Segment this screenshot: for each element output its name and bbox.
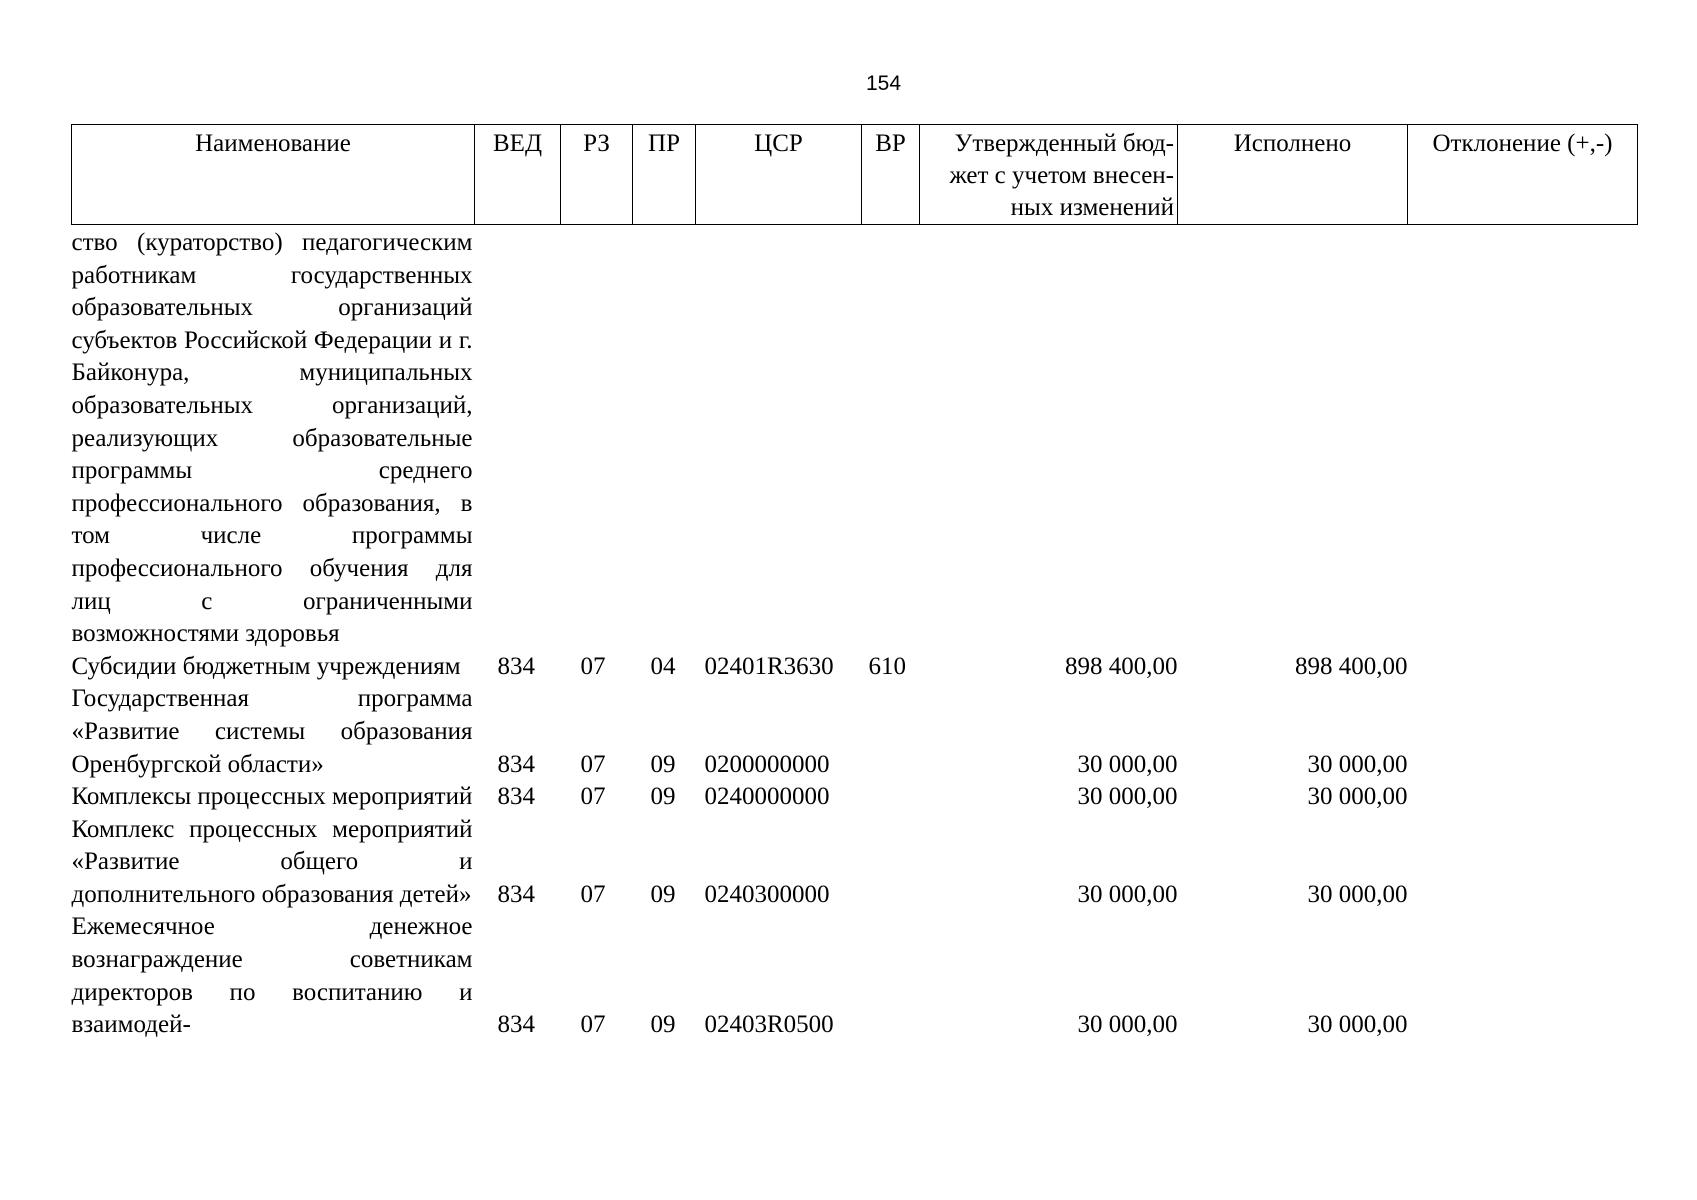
row-ved <box>475 225 561 651</box>
header-rz: РЗ <box>561 125 633 225</box>
row-csr: 0240000000 <box>704 783 830 811</box>
row-vr <box>862 683 920 781</box>
row-name: Комплексы процессных мероприятий <box>71 783 473 811</box>
row-pr: 09 <box>650 880 676 908</box>
row-csr: 0200000000 <box>704 750 830 778</box>
header-executed: Исполнено <box>1178 125 1408 225</box>
header-ved: ВЕД <box>475 125 561 225</box>
row-csr: 02401R3630 <box>704 652 834 680</box>
row-executed <box>1178 225 1408 651</box>
table-row <box>72 225 1638 651</box>
row-rz: 07 <box>580 880 606 908</box>
row-approved: 898 400,00 <box>1065 652 1178 680</box>
table-row <box>72 651 1638 684</box>
row-name: Ежемесячное денежное вознаграждение советникам директоров по воспитанию и взаимодей- <box>71 913 473 1039</box>
row-approved: 30 000,00 <box>1077 783 1178 811</box>
row-pr: 09 <box>650 783 676 811</box>
table-row <box>72 911 1638 1041</box>
row-rz: 07 <box>580 783 606 811</box>
row-rz: 07 <box>580 750 606 778</box>
row-deviation <box>1408 814 1638 912</box>
row-csr: 02403R0500 <box>704 1011 834 1039</box>
row-rz <box>561 225 633 651</box>
table-row <box>72 814 1638 912</box>
row-pr: 09 <box>650 1011 676 1039</box>
row-approved: 30 000,00 <box>1077 750 1178 778</box>
table-row <box>72 683 1638 781</box>
page-number: 154 <box>865 72 902 95</box>
row-pr: 09 <box>650 750 676 778</box>
row-ved: 834 <box>497 880 535 908</box>
row-rz: 07 <box>580 1011 606 1039</box>
budget-table <box>71 124 1638 1042</box>
row-pr <box>633 225 696 651</box>
row-name: Государственная программа «Развитие системы образования Оренбургской области» <box>71 685 473 778</box>
header-name: Наименование <box>72 125 475 225</box>
header-approved-budget: Утвержденный бюд-жет с учетом внесен-ных изменений <box>920 125 1178 225</box>
row-approved: 30 000,00 <box>1077 1011 1178 1039</box>
header-csr: ЦСР <box>696 125 862 225</box>
row-ved: 834 <box>497 1011 535 1039</box>
row-executed: 30 000,00 <box>1307 880 1408 908</box>
row-vr <box>862 911 920 1041</box>
header-pr: ПР <box>633 125 696 225</box>
row-vr <box>862 225 920 651</box>
row-executed: 30 000,00 <box>1307 783 1408 811</box>
row-deviation <box>1408 781 1638 814</box>
row-deviation <box>1408 651 1638 684</box>
row-csr: 0240300000 <box>704 880 830 908</box>
row-executed: 30 000,00 <box>1307 1011 1408 1039</box>
row-ved: 834 <box>497 652 535 680</box>
row-executed: 30 000,00 <box>1307 750 1408 778</box>
row-deviation <box>1408 683 1638 781</box>
row-ved: 834 <box>497 750 535 778</box>
row-vr <box>862 814 920 912</box>
row-name: Комплекс процессных мероприятий «Развитие общего и дополнительного образования детей» <box>71 815 473 908</box>
table-header-row <box>72 125 1638 225</box>
row-executed: 898 400,00 <box>1295 652 1408 680</box>
row-vr: 610 <box>868 652 906 680</box>
row-csr <box>696 225 862 651</box>
row-deviation <box>1408 911 1638 1041</box>
header-vr: ВР <box>862 125 920 225</box>
row-ved: 834 <box>497 783 535 811</box>
row-pr: 04 <box>650 652 676 680</box>
header-deviation: Отклонение (+,-) <box>1408 125 1638 225</box>
row-approved: 30 000,00 <box>1077 880 1178 908</box>
table-row <box>72 781 1638 814</box>
row-name: ство (кураторство) педагогическим работникам государственных образовательных организаций субъектов Российской Федерации и г. Байконура, муниципальных образовательных организаций, реализующих образовательные программы среднего профессионального образования, в том числе программы профессионального обучения для лиц с ограниченными возможностями здоровья <box>71 229 473 648</box>
row-vr <box>862 781 920 814</box>
row-deviation <box>1408 225 1638 651</box>
row-name: Субсидии бюджетным учреждениям <box>71 652 461 680</box>
row-rz: 07 <box>580 652 606 680</box>
row-approved <box>920 225 1178 651</box>
